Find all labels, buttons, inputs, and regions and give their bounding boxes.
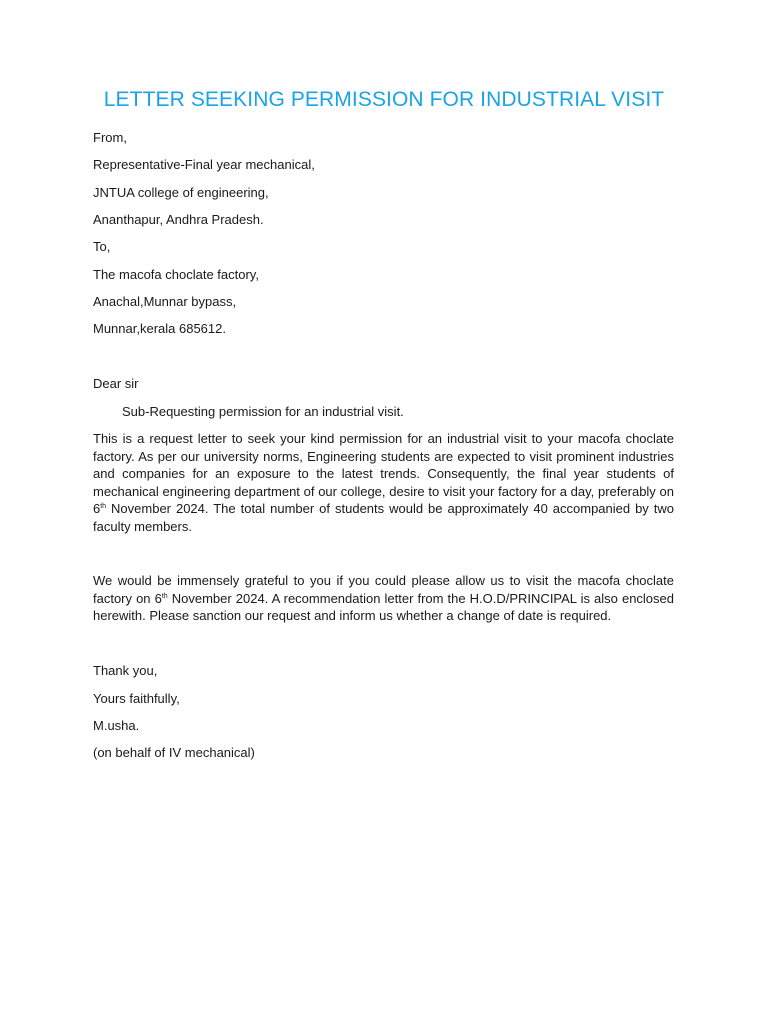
para1-ordinal-suffix: th bbox=[100, 503, 107, 511]
to-line-2: Anachal,Munnar bypass, bbox=[93, 294, 237, 309]
signer-name: M.usha. bbox=[93, 718, 140, 733]
para1-text-end: November 2024. The total number of students would be approximately 40 accompanied by two faculty members. bbox=[93, 501, 674, 534]
closing-thanks: Thank you, bbox=[93, 663, 158, 678]
salutation: Dear sir bbox=[93, 376, 139, 391]
signer-behalf: (on behalf of IV mechanical) bbox=[93, 745, 255, 760]
closing-sign-off: Yours faithfully, bbox=[93, 691, 180, 706]
from-line-1: Representative-Final year mechanical, bbox=[93, 157, 315, 172]
to-line-3: Munnar,kerala 685612. bbox=[93, 321, 226, 336]
from-line-3: Ananthapur, Andhra Pradesh. bbox=[93, 212, 264, 227]
subject-line: Sub-Requesting permission for an industrial visit. bbox=[122, 404, 404, 419]
body-paragraph-1 bbox=[93, 430, 674, 536]
para2-text-end: November 2024. A recommendation letter from the H.O.D/PRINCIPAL is also enclosed herewith. Please sanction our request and inform us whether a change of date is required. bbox=[93, 590, 674, 624]
para1-text-start: This is a request letter to seek your kind permission for an industrial visit to your macofa choclate factory. As per our university norms, Engineering students are expected to visit prominent industries and companies for an exposure to the latest trends. Consequently, the final year students of mechanical engineering department of our college, desire to visit your factory for a day, preferably on 6 bbox=[93, 431, 674, 517]
to-label: To, bbox=[93, 239, 111, 254]
to-line-1: The macofa choclate factory, bbox=[93, 267, 259, 282]
para2-ordinal-suffix: th bbox=[161, 592, 168, 600]
from-line-2: JNTUA college of engineering, bbox=[93, 185, 269, 200]
para2-text-start: We would be immensely grateful to you if you could please allow us to visit the macofa choclate factory on 6 bbox=[93, 573, 674, 606]
letter-title: LETTER SEEKING PERMISSION FOR INDUSTRIAL VISIT bbox=[103, 88, 665, 111]
from-label: From, bbox=[93, 130, 127, 145]
body-paragraph-2 bbox=[93, 572, 674, 625]
